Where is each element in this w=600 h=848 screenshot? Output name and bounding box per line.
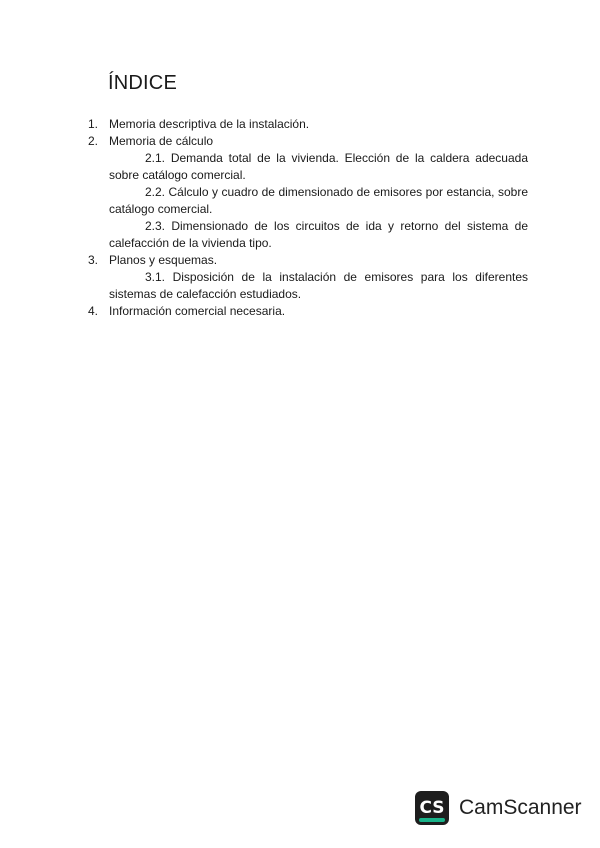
toc-item-text: Información comercial necesaria. bbox=[109, 304, 286, 318]
toc-item-text: Memoria de cálculo bbox=[109, 134, 214, 148]
toc-item-text: Planos y esquemas. bbox=[109, 253, 218, 267]
toc-item-number: 4. bbox=[88, 304, 99, 318]
table-of-contents bbox=[88, 116, 528, 320]
camscanner-logo-icon: CS bbox=[415, 791, 449, 825]
page-title: ÍNDICE bbox=[108, 72, 177, 94]
toc-item-2 bbox=[88, 133, 528, 150]
toc-item-1 bbox=[88, 116, 528, 133]
toc-subitem-3-1: 3.1. Disposición de la instalación de emisores para los diferentes sistemas de calefacción estudiados. bbox=[109, 270, 528, 301]
toc-subitem-2-2: 2.2. Cálculo y cuadro de dimensionado de emisores por estancia, sobre catálogo comercial. bbox=[109, 185, 528, 216]
toc-item-number: 1. bbox=[88, 117, 99, 131]
toc-item-3 bbox=[88, 252, 528, 269]
toc-subitem-2-3: 2.3. Dimensionado de los circuitos de ida y retorno del sistema de calefacción de la vivienda tipo. bbox=[109, 219, 528, 250]
toc-item-text: Memoria descriptiva de la instalación. bbox=[109, 117, 310, 131]
toc-item-4 bbox=[88, 303, 528, 320]
toc-item-number: 2. bbox=[88, 134, 99, 148]
camscanner-brand-text: CamScanner bbox=[459, 796, 582, 819]
toc-item-number: 3. bbox=[88, 253, 99, 267]
toc-subitem-2-1: 2.1. Demanda total de la vivienda. Elección de la caldera adecuada sobre catálogo comercial. bbox=[109, 151, 528, 182]
camscanner-watermark bbox=[415, 791, 582, 825]
